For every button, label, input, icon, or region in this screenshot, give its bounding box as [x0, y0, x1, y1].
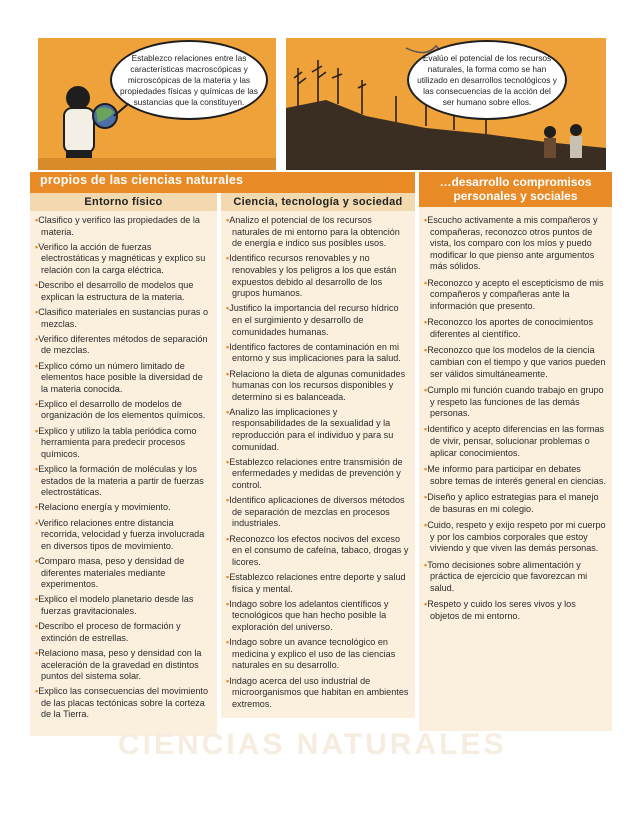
list-item	[226, 637, 409, 672]
list-item-text: Analizo las implicaciones y responsabilidades de la sexualidad y la reproducción para el individuo y para su comunidad.	[229, 406, 394, 452]
list-item-text: Analizo el potencial de los recursos naturales de mi entorno para la obtención de energía e indico sus posibles usos.	[229, 215, 400, 249]
list-item	[226, 599, 409, 634]
bullet-icon: •	[424, 215, 428, 225]
bullet-icon: •	[35, 425, 39, 436]
list-item-text: Tomo decisiones sobre alimentación y práctica de ejercicio que favorezcan mi salud.	[427, 559, 588, 593]
list-item	[35, 334, 211, 357]
bullet-icon: •	[35, 594, 39, 605]
bullet-icon: •	[424, 384, 428, 395]
column-ciencia-tecnologia	[221, 211, 415, 718]
bullet-icon: •	[226, 637, 230, 648]
list-item	[35, 215, 211, 238]
bullet-icon: •	[35, 215, 39, 225]
section-header-title: propios de las ciencias naturales	[40, 173, 244, 187]
list-item	[424, 424, 606, 459]
bullet-icon: •	[35, 555, 39, 566]
list-item-text: Cumplo mi función cuando trabajo en grupo y respeto las funciones de las demás personas.	[427, 384, 604, 419]
list-item	[424, 560, 606, 595]
list-item	[226, 676, 409, 711]
list-item	[35, 307, 211, 330]
list-item-text: Explico y utilizo la tabla periódica como herramienta para predecir procesos químicos.	[38, 425, 197, 459]
list-item	[35, 280, 211, 303]
list-item	[226, 369, 409, 404]
list-item	[226, 457, 409, 492]
list-item-text: Clasifico y verifico las propiedades de la materia.	[38, 215, 200, 237]
list-item	[226, 572, 409, 595]
bullet-icon: •	[35, 241, 39, 252]
bullet-icon: •	[226, 341, 230, 352]
list-item	[35, 399, 211, 422]
list-item	[35, 361, 211, 396]
list-item	[35, 464, 211, 499]
bullet-icon: •	[226, 253, 230, 264]
list-item-text: Diseño y aplico estrategias para el manejo de basuras en mi colegio.	[427, 492, 599, 514]
speech-bubble-right	[407, 40, 567, 120]
bullet-icon: •	[226, 215, 230, 225]
list-item	[424, 492, 606, 515]
list-item	[35, 686, 211, 721]
list-item	[424, 520, 606, 555]
speech-bubble-left	[110, 40, 268, 120]
list-item-text: Reconozco los aportes de conocimientos diferentes al científico.	[427, 317, 593, 339]
list-item	[226, 215, 409, 250]
watermark-text: CIENCIAS NATURALES	[118, 728, 507, 761]
list-item	[424, 215, 606, 273]
list-item-text: Explico cómo un número limitado de elementos hace posible la diversidad de la materia conocida.	[38, 360, 203, 394]
list-item-text: Relaciono masa, peso y densidad con la aceleración de la gravedad en distintos puntos del sistema solar.	[38, 647, 202, 682]
list-item-text: Establezco relaciones entre deporte y salud física y mental.	[229, 571, 406, 594]
list-item	[35, 518, 211, 553]
bullet-icon: •	[226, 456, 230, 467]
list-item	[424, 345, 606, 380]
list-item-text: Reconozco que los modelos de la ciencia cambian con el tiempo y que varios pueden ser válidos simultáneamente.	[427, 345, 606, 379]
list-item-text: Relaciono la dieta de algunas comunidades humanas con los recursos disponibles y determino si es balanceada.	[229, 368, 406, 402]
list-item-text: Verifico diferentes métodos de separación de mezclas.	[38, 333, 208, 356]
column-entorno-fisico	[30, 211, 217, 736]
list-entorno-fisico	[35, 215, 211, 721]
list-item-text: Verifico la acción de fuerzas electrostáticas y magnéticas y explico su relación con la carga eléctrica.	[38, 241, 206, 275]
bullet-icon: •	[226, 675, 230, 686]
bullet-icon: •	[424, 424, 428, 435]
bullet-icon: •	[35, 621, 39, 632]
list-item	[226, 495, 409, 530]
list-item	[226, 303, 409, 338]
list-item	[35, 426, 211, 461]
bullet-icon: •	[424, 492, 428, 503]
bullet-icon: •	[226, 303, 230, 314]
list-item	[35, 556, 211, 591]
list-item	[424, 317, 606, 340]
list-item-text: Indago acerca del uso industrial de microorganismos que habitan en ambientes extremos.	[229, 675, 409, 709]
bullet-icon: •	[226, 533, 230, 544]
bullet-icon: •	[226, 495, 230, 506]
list-item-text: Indago sobre los adelantos científicos y tecnológicos que han hecho posible la exploración del universo.	[229, 598, 389, 632]
list-item-text: Explico la formación de moléculas y los estados de la materia a partir de fuerzas electrostáticas.	[38, 464, 204, 498]
bullet-icon: •	[35, 502, 39, 513]
speech-bubble-right-text: Evalúo el potencial de los recursos naturales, la forma como se han utilizado en desarrollos tecnológicos y las consecuencias de la acción del ser humano sobre ellos.	[417, 52, 557, 107]
bullet-icon: •	[226, 598, 230, 609]
bullet-icon: •	[424, 277, 428, 288]
bullet-icon: •	[35, 306, 39, 317]
list-item-text: Reconozco los efectos nocivos del exceso en el consumo de cafeína, tabaco, drogas y licores.	[229, 533, 409, 567]
list-item-text: Indago sobre un avance tecnológico en medicina y explico el uso de las ciencias naturales en su desarrollo.	[229, 637, 396, 671]
list-item-text: Clasifico materiales en sustancias puras o mezclas.	[38, 306, 209, 329]
list-item	[424, 278, 606, 313]
list-item-text: Identifico factores de contaminación en mi entorno y sus implicaciones para la salud.	[229, 341, 401, 364]
bullet-icon: •	[35, 398, 39, 409]
column-header-entorno-fisico: Entorno físico	[30, 193, 217, 211]
list-item-text: Escucho activamente a mis compañeros y compañeras, reconozco otros puntos de vista, los comparo con los míos y puedo modificar lo que pienso ante argumentos más sólidos.	[427, 215, 598, 272]
list-compromisos	[424, 215, 606, 622]
list-item-text: Describo el proceso de formación y extinción de estrellas.	[38, 621, 181, 643]
bullet-icon: •	[35, 333, 39, 344]
bullet-icon: •	[35, 686, 39, 697]
list-item	[226, 534, 409, 569]
list-item-text: Verifico relaciones entre distancia recorrida, velocidad y fuerza involucrada en diversos tipos de movimiento.	[38, 517, 205, 551]
list-item-text: Identifico recursos renovables y no renovables y los peligros a los que están expuestos debido al desarrollo de los grupos humanos.	[229, 253, 397, 299]
list-item-text: Cuido, respeto y exijo respeto por mi cuerpo y por los cambios corporales que estoy viviendo y que viven las demás personas.	[427, 520, 606, 554]
speech-bubble-left-text: Establezco relaciones entre las características macroscópicas y microscópicas de la materia y las propiedades físicas y químicas de las sustancias que la constituyen.	[120, 52, 258, 107]
bullet-icon: •	[424, 317, 428, 328]
list-item-text: Reconozco y acepto el escepticismo de mis compañeros y compañeras ante la información que presento.	[427, 277, 604, 311]
list-item	[424, 599, 606, 622]
bullet-icon: •	[424, 599, 428, 610]
list-item	[35, 502, 211, 514]
list-item-text: Relaciono energía y movimiento.	[38, 502, 171, 513]
list-item-text: Me informo para participar en debates sobre temas de interés general en ciencias.	[427, 464, 606, 486]
list-item-text: Describo el desarrollo de modelos que explican la estructura de la materia.	[38, 280, 194, 302]
list-item	[35, 648, 211, 683]
bullet-icon: •	[35, 464, 39, 475]
list-item-text: Explico las consecuencias del movimiento de las placas tectónicas sobre la corteza de la Tierra.	[38, 686, 209, 720]
section-header-compromisos: …desarrollo compromisos personales y sociales	[419, 172, 612, 207]
list-item	[226, 253, 409, 299]
bullet-icon: •	[226, 406, 230, 417]
column-compromisos	[419, 207, 612, 731]
bullet-icon: •	[424, 559, 428, 570]
bullet-icon: •	[226, 571, 230, 582]
list-item-text: Identifico y acepto diferencias en las formas de vivir, pensar, solucionar problemas o aplicar conocimientos.	[427, 424, 605, 458]
list-item-text: Explico el desarrollo de modelos de organización de los elementos químicos.	[38, 398, 206, 421]
bullet-icon: •	[35, 360, 39, 371]
list-ciencia-tecnologia	[226, 215, 409, 710]
list-item	[35, 594, 211, 617]
list-item	[424, 385, 606, 420]
list-item-text: Comparo masa, peso y densidad de diferentes materiales mediante experimentos.	[38, 555, 185, 590]
bullet-icon: •	[35, 647, 39, 658]
bullet-icon: •	[226, 368, 230, 379]
list-item	[226, 407, 409, 453]
list-item-text: Justifico la importancia del recurso hídrico en el surgimiento y desarrollo de comunidades humanas.	[229, 303, 399, 337]
list-item	[35, 621, 211, 644]
bullet-icon: •	[35, 517, 39, 528]
bullet-icon: •	[35, 280, 39, 291]
column-header-ciencia-tecnologia: Ciencia, tecnología y sociedad	[221, 193, 415, 211]
bullet-icon: •	[424, 464, 428, 475]
list-item	[424, 464, 606, 487]
list-item-text: Identifico aplicaciones de diversos métodos de separación de mezclas en procesos industriales.	[229, 495, 405, 529]
bullet-icon: •	[424, 345, 428, 356]
list-item-text: Establezco relaciones entre transmisión de enfermedades y medidas de prevención y control.	[229, 456, 403, 491]
bullet-icon: •	[424, 520, 428, 531]
list-item-text: Explico el modelo planetario desde las fuerzas gravitacionales.	[38, 594, 194, 616]
list-item	[35, 242, 211, 277]
list-item-text: Respeto y cuido los seres vivos y los objetos de mi entorno.	[427, 599, 576, 621]
list-item	[226, 342, 409, 365]
